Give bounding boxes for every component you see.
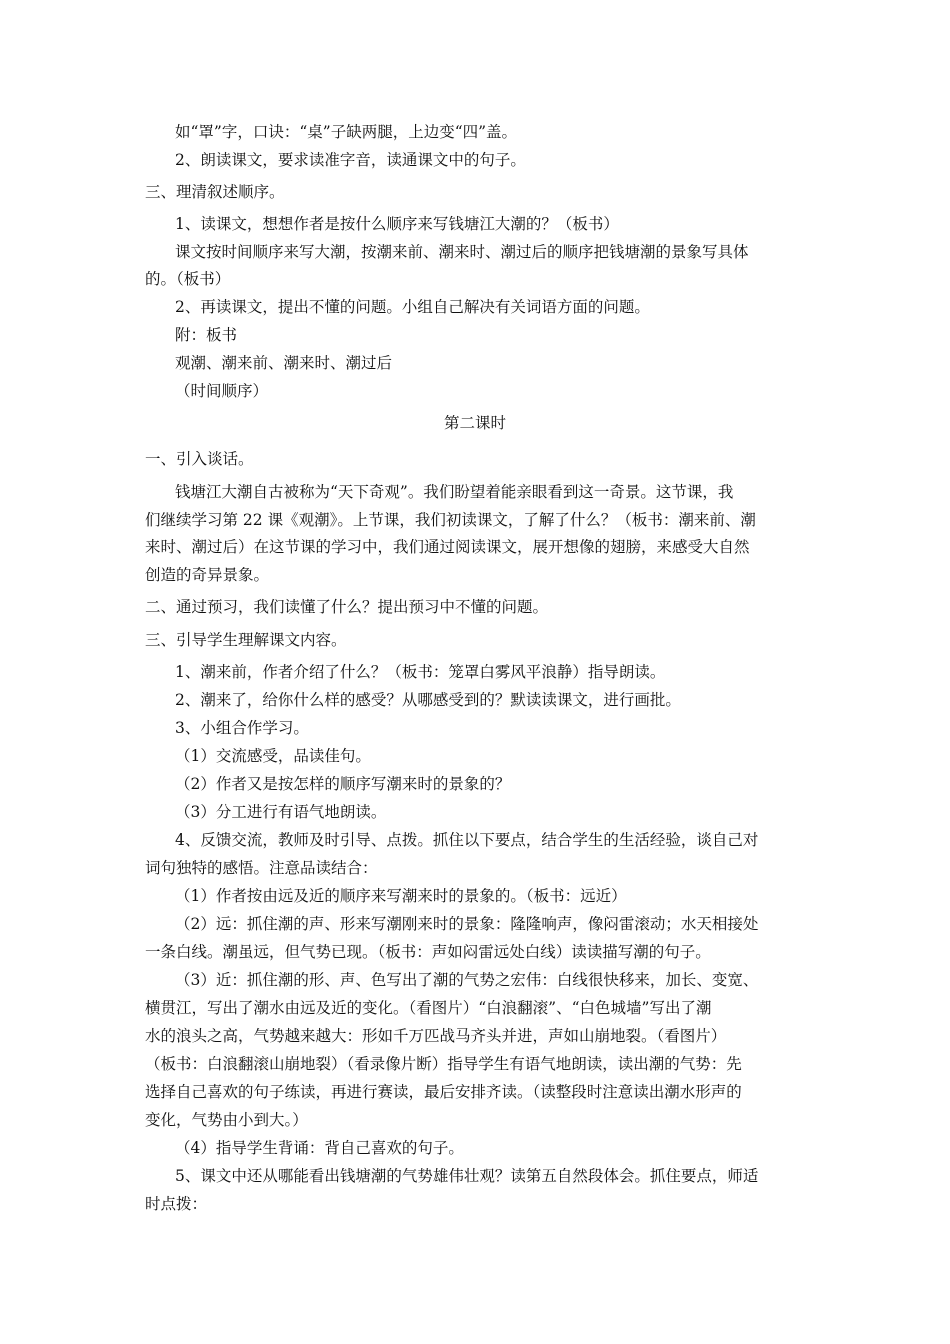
text-line: （2）作者又是按怎样的顺序写潮来时的景象的？ [175, 775, 511, 793]
text-line: 们继续学习第 22 课《观潮》。上节课，我们初读课文，了解了什么？（板书：潮来前、潮 [145, 511, 756, 529]
text-line: 5、课文中还从哪能看出钱塘潮的气势雄伟壮观？读第五自然段体会。抓住要点，师适 [175, 1167, 759, 1185]
text-line: 3、小组合作学习。 [175, 719, 309, 737]
text-line: 时点拨： [145, 1195, 208, 1213]
text-line: （3）分工进行有语气地朗读。 [175, 803, 387, 821]
text-line: 课文按时间顺序来写大潮，按潮来前、潮来时、潮过后的顺序把钱塘潮的景象写具体 [175, 243, 749, 261]
text-line: 词句独特的感悟。注意品读结合： [145, 859, 378, 877]
text-line: 变化，气势由小到大。） [145, 1111, 308, 1129]
text-line: 创造的奇异景象。 [145, 566, 270, 584]
text-line: 一条白线。潮虽远，但气势已现。（板书：声如闷雷远处白线）读读描写潮的句子。 [145, 943, 711, 961]
text-line: （3）近：抓住潮的形、声、色写出了潮的气势之宏伟：白线很快移来，加长、变宽、 [175, 971, 759, 989]
text-line: （1）交流感受，品读佳句。 [175, 747, 371, 765]
text-line: 1、潮来前，作者介绍了什么？（板书：笼罩白雾风平浪静）指导朗读。 [175, 663, 666, 681]
text-line: 的。（板书） [145, 270, 231, 288]
section-heading: 三、引导学生理解课文内容。 [145, 631, 347, 649]
section-heading: 一、引入谈话。 [145, 450, 254, 468]
section-heading: 二、通过预习，我们读懂了什么？提出预习中不懂的问题。 [145, 598, 549, 616]
text-line: （时间顺序） [175, 382, 269, 400]
text-line: 4、反馈交流，教师及时引导、点拨。抓住以下要点，结合学生的生活经验，谈自己对 [175, 831, 759, 849]
text-line: 1、读课文，想想作者是按什么顺序来写钱塘江大潮的？（板书） [175, 215, 619, 233]
text-line: （板书：白浪翻滚山崩地裂）（看录像片断）指导学生有语气地朗读，读出潮的气势：先 [145, 1055, 742, 1073]
text-line: 观潮、潮来前、潮来时、潮过后 [175, 354, 393, 372]
text-line: 附：板书 [175, 326, 238, 344]
text-line: 2、朗读课文，要求读准字音，读通课文中的句子。 [175, 151, 526, 169]
text-line: 2、再读课文，提出不懂的问题。小组自己解决有关词语方面的问题。 [175, 298, 650, 316]
text-line: （4）指导学生背诵：背自己喜欢的句子。 [175, 1139, 464, 1157]
text-line: （2）远：抓住潮的声、形来写潮刚来时的景象：隆隆响声，像闷雷滚动；水天相接处 [175, 915, 759, 933]
text-line: （1）作者按由远及近的顺序来写潮来时的景象的。（板书：远近） [175, 887, 627, 905]
text-line: 横贯江，写出了潮水由远及近的变化。（看图片）“白浪翻滚”、“白色城墙”写出了潮 [145, 999, 712, 1017]
lesson-title: 第二课时 [443, 414, 506, 432]
text-line: 来时、潮过后）在这节课的学习中，我们通过阅读课文，展开想像的翅膀，来感受大自然 [145, 538, 750, 556]
text-line: 选择自己喜欢的句子练读，再进行赛读，最后安排齐读。（读整段时注意读出潮水形声的 [145, 1083, 742, 1101]
text-line: 2、潮来了，给你什么样的感受？从哪感受到的？默读读课文，进行画批。 [175, 691, 681, 709]
text-line: 如“罩”字，口诀：“桌”子缺两腿，上边变“四”盖。 [175, 123, 518, 141]
text-line: 钱塘江大潮自古被称为“天下奇观”。我们盼望着能亲眼看到这一奇景。这节课，我 [175, 483, 734, 501]
text-line: 水的浪头之高，气势越来越大：形如千万匹战马齐头并进，声如山崩地裂。（看图片） [145, 1027, 727, 1045]
section-heading: 三、理清叙述顺序。 [145, 183, 285, 201]
